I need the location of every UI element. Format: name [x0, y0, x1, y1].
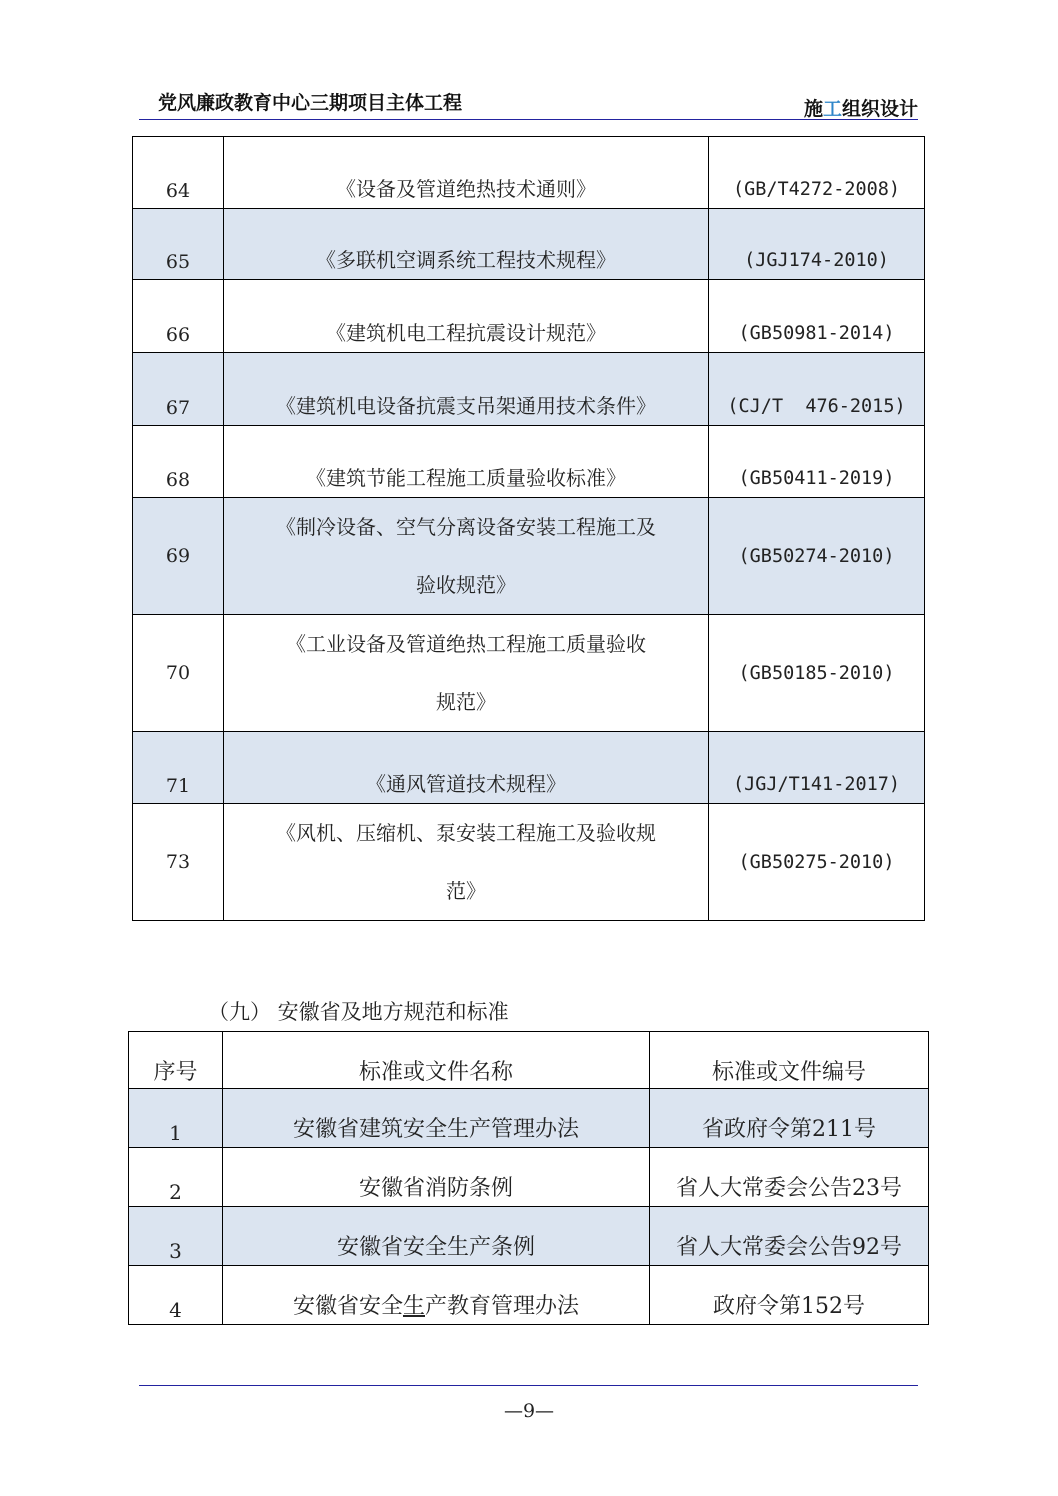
row-number: 65 — [133, 209, 224, 280]
standard-code: (GB50411-2019) — [709, 426, 925, 498]
table-row — [133, 732, 925, 804]
document-name: 安徽省建筑安全生产管理办法 — [223, 1089, 650, 1148]
table-row — [133, 615, 925, 732]
standards-table-anhui — [128, 1031, 929, 1325]
standard-name — [224, 498, 709, 615]
document-code: 省政府令第211号 — [650, 1089, 929, 1148]
header-doc-type-accent: 工 — [822, 98, 842, 120]
header-rule — [139, 119, 918, 120]
standard-code: (CJ/T 476-2015) — [709, 353, 925, 426]
page-number: —9— — [503, 1400, 555, 1422]
standard-code: (GB50275-2010) — [709, 804, 925, 921]
header-doc-type-part1: 施 — [803, 98, 823, 120]
row-number: 64 — [133, 137, 224, 209]
document-code: 省人大常委会公告23号 — [650, 1148, 929, 1207]
row-number: 69 — [133, 498, 224, 615]
document-name: 安徽省消防条例 — [223, 1148, 650, 1207]
row-number: 67 — [133, 353, 224, 426]
row-number: 71 — [133, 732, 224, 804]
table-row — [129, 1089, 929, 1148]
standard-name — [224, 615, 709, 732]
row-number: 4 — [129, 1266, 223, 1325]
standard-code: (GB50274-2010) — [709, 498, 925, 615]
document-name-part: 安徽省安全 — [292, 1294, 403, 1319]
table-row — [133, 137, 925, 209]
row-number: 70 — [133, 615, 224, 732]
standard-name: 《设备及管道绝热技术通则》 — [224, 137, 709, 209]
standard-name-line: 《工业设备及管道绝热工程施工质量验收 — [286, 632, 646, 656]
column-header-name: 标准或文件名称 — [223, 1032, 650, 1089]
standard-code: (GB50185-2010) — [709, 615, 925, 732]
standard-name: 《多联机空调系统工程技术规程》 — [224, 209, 709, 280]
column-header-code: 标准或文件编号 — [650, 1032, 929, 1089]
table-row — [133, 280, 925, 353]
table-header-row — [129, 1032, 929, 1089]
row-number: 1 — [129, 1089, 223, 1148]
table-row — [133, 498, 925, 615]
standard-code: (JGJ174-2010) — [709, 209, 925, 280]
standard-name: 《建筑机电设备抗震支吊架通用技术条件》 — [224, 353, 709, 426]
footer-rule — [139, 1385, 918, 1386]
document-code: 省人大常委会公告92号 — [650, 1207, 929, 1266]
header-doc-type — [804, 94, 918, 121]
standards-table-national — [132, 136, 925, 921]
row-number: 73 — [133, 804, 224, 921]
standard-code: (JGJ/T141-2017) — [709, 732, 925, 804]
standard-code: (GB/T4272-2008) — [709, 137, 925, 209]
row-number: 66 — [133, 280, 224, 353]
document-name — [223, 1266, 650, 1325]
table-row — [133, 209, 925, 280]
table-row — [129, 1207, 929, 1266]
standard-code: (GB50981-2014) — [709, 280, 925, 353]
section-heading: （九） 安徽省及地方规范和标准 — [208, 1000, 509, 1024]
standard-name: 《建筑节能工程施工质量验收标准》 — [224, 426, 709, 498]
header-project-title: 党风廉政教育中心三期项目主体工程 — [158, 92, 463, 114]
table-row — [129, 1148, 929, 1207]
standard-name — [224, 804, 709, 921]
table-row — [133, 426, 925, 498]
standard-name: 《通风管道技术规程》 — [224, 732, 709, 804]
row-number: 2 — [129, 1148, 223, 1207]
column-header-number: 序号 — [129, 1032, 223, 1089]
row-number: 3 — [129, 1207, 223, 1266]
document-name: 安徽省安全生产条例 — [223, 1207, 650, 1266]
document-name-underlined: 生 — [402, 1294, 425, 1319]
standard-name: 《建筑机电工程抗震设计规范》 — [224, 280, 709, 353]
header-doc-type-part2: 组织设计 — [841, 98, 918, 120]
standard-name-line: 规范》 — [436, 690, 496, 714]
row-number: 68 — [133, 426, 224, 498]
standard-name-line: 验收规范》 — [416, 573, 516, 597]
standard-name-line: 《风机、压缩机、泵安装工程施工及验收规 — [276, 821, 656, 845]
table-row — [133, 804, 925, 921]
standard-name-line: 《制冷设备、空气分离设备安装工程施工及 — [276, 515, 656, 539]
table-row — [129, 1266, 929, 1325]
document-name-part: 产教育管理办法 — [425, 1294, 580, 1319]
standard-name-line: 范》 — [446, 879, 486, 903]
table-row — [133, 353, 925, 426]
document-code: 政府令第152号 — [650, 1266, 929, 1325]
